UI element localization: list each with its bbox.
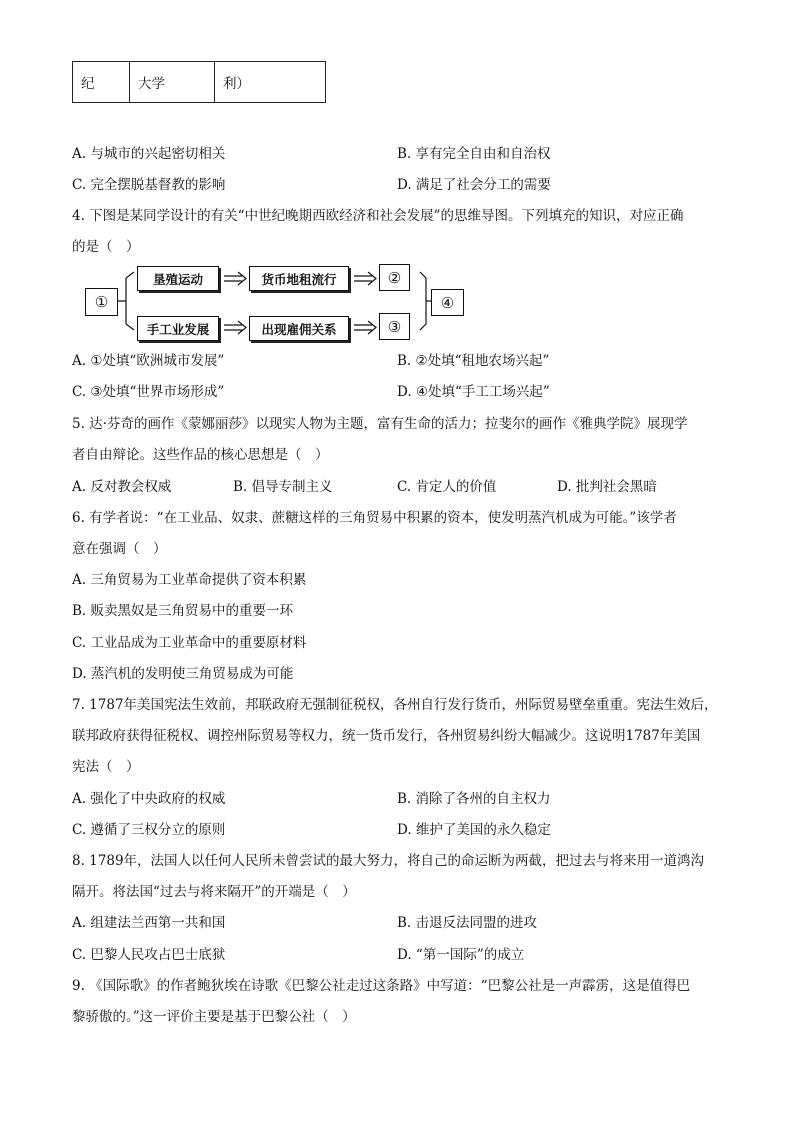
q7-option-d: D. 维护了美国的永久稳定 bbox=[397, 822, 551, 838]
diagram-node-3: ③ bbox=[379, 313, 410, 340]
q8-option-c: C. 巴黎人民攻占巴士底狱 bbox=[72, 947, 226, 963]
q6-stem-line1: 6. 有学者说：“在工业品、奴隶、蔗糖这样的三角贸易中积累的资本，使发明蒸汽机成为可能。”该学者 bbox=[72, 510, 677, 526]
q8-stem-line2: 隔开。将法国“过去与将来隔开”的开端是（ ） bbox=[72, 884, 356, 900]
q6-option-b: B. 贩卖黑奴是三角贸易中的重要一环 bbox=[72, 603, 294, 619]
q7-option-b: B. 消除了各州的自主权力 bbox=[397, 791, 551, 807]
q4-stem-line2: 的是（ ） bbox=[72, 239, 140, 255]
q3-option-b: B. 享有完全自由和自治权 bbox=[397, 146, 551, 162]
q7-option-a: A. 强化了中央政府的权威 bbox=[72, 791, 226, 807]
q8-stem-line1: 8. 1789年，法国人以任何人民所未曾尝试的最大努力，将自己的命运断为两截，把过去与将来用一道鸿沟 bbox=[72, 853, 705, 869]
q6-option-a: A. 三角贸易为工业革命提供了资本积累 bbox=[72, 572, 307, 588]
q6-option-c: C. 工业品成为工业革命中的重要原材料 bbox=[72, 635, 307, 651]
q4-option-d: D. ④处填“手工工场兴起” bbox=[397, 384, 550, 400]
diagram-node-4: ④ bbox=[431, 289, 464, 316]
table-cell: 纪 bbox=[73, 62, 130, 103]
q8-option-b: B. 击退反法同盟的进攻 bbox=[397, 915, 538, 931]
q5-option-c: C. 肯定人的价值 bbox=[397, 479, 497, 495]
q5-stem-line1: 5. 达·芬奇的画作《蒙娜丽莎》以现实人物为主题，富有生命的活力；拉斐尔的画作《雅典学院》展现学 bbox=[72, 416, 688, 432]
q4-stem-line1: 4. 下图是某同学设计的有关“中世纪晚期西欧经济和社会发展”的思维导图。下列填充的知识，对应正确 bbox=[72, 208, 684, 224]
q7-stem-line2: 联邦政府获得征税权、调控州际贸易等权力，统一货币发行，各州贸易纠纷大幅减少。这说明1787年美国 bbox=[72, 728, 701, 744]
diagram-node-reclamation: 垦殖运动 bbox=[137, 266, 219, 291]
q3-option-c: C. 完全摆脱基督教的影响 bbox=[72, 177, 226, 193]
q6-option-d: D. 蒸汽机的发明使三角贸易成为可能 bbox=[72, 666, 294, 682]
q5-option-b: B. 倡导专制主义 bbox=[233, 479, 333, 495]
q8-option-a: A. 组建法兰西第一共和国 bbox=[72, 915, 226, 931]
q7-stem-line3: 宪法（ ） bbox=[72, 759, 140, 775]
q4-option-c: C. ③处填“世界市场形成” bbox=[72, 384, 225, 400]
q9-stem-line2: 黎骄傲的。”这一评价主要是基于巴黎公社（ ） bbox=[72, 1009, 356, 1025]
diagram-node-2: ② bbox=[379, 264, 410, 291]
q7-option-c: C. 遵循了三权分立的原则 bbox=[72, 822, 226, 838]
q5-option-d: D. 批判社会黑暗 bbox=[557, 479, 657, 495]
table-cell: 大学 bbox=[130, 62, 215, 103]
q3-option-d: D. 满足了社会分工的需要 bbox=[397, 177, 551, 193]
q4-option-b: B. ②处填“租地农场兴起” bbox=[397, 353, 550, 369]
diagram-node-wage-labor: 出现雇佣关系 bbox=[249, 316, 349, 341]
q9-stem-line1: 9. 《国际歌》的作者鲍狄埃在诗歌《巴黎公社走过这条路》中写道：“巴黎公社是一声霹雳，这是值得巴 bbox=[72, 978, 691, 994]
q6-stem-line2: 意在强调（ ） bbox=[72, 541, 167, 557]
diagram-node-1: ① bbox=[85, 288, 118, 316]
q5-option-a: A. 反对教会权威 bbox=[72, 479, 172, 495]
q7-stem-line1: 7. 1787年美国宪法生效前，邦联政府无强制征税权，各州自行发行货币，州际贸易壁垒重重。宪法生效后， bbox=[72, 697, 718, 713]
diagram-node-money-rent: 货币地租流行 bbox=[249, 266, 349, 291]
diagram-node-handicraft: 手工业发展 bbox=[137, 316, 219, 341]
table-cell: 利） bbox=[215, 62, 326, 103]
q5-stem-line2: 者自由辩论。这些作品的核心思想是（ ） bbox=[72, 447, 329, 463]
q4-option-a: A. ①处填“欧洲城市发展” bbox=[72, 353, 225, 369]
q3-option-a: A. 与城市的兴起密切相关 bbox=[72, 146, 226, 162]
q8-option-d: D. “第一国际”的成立 bbox=[397, 947, 525, 963]
